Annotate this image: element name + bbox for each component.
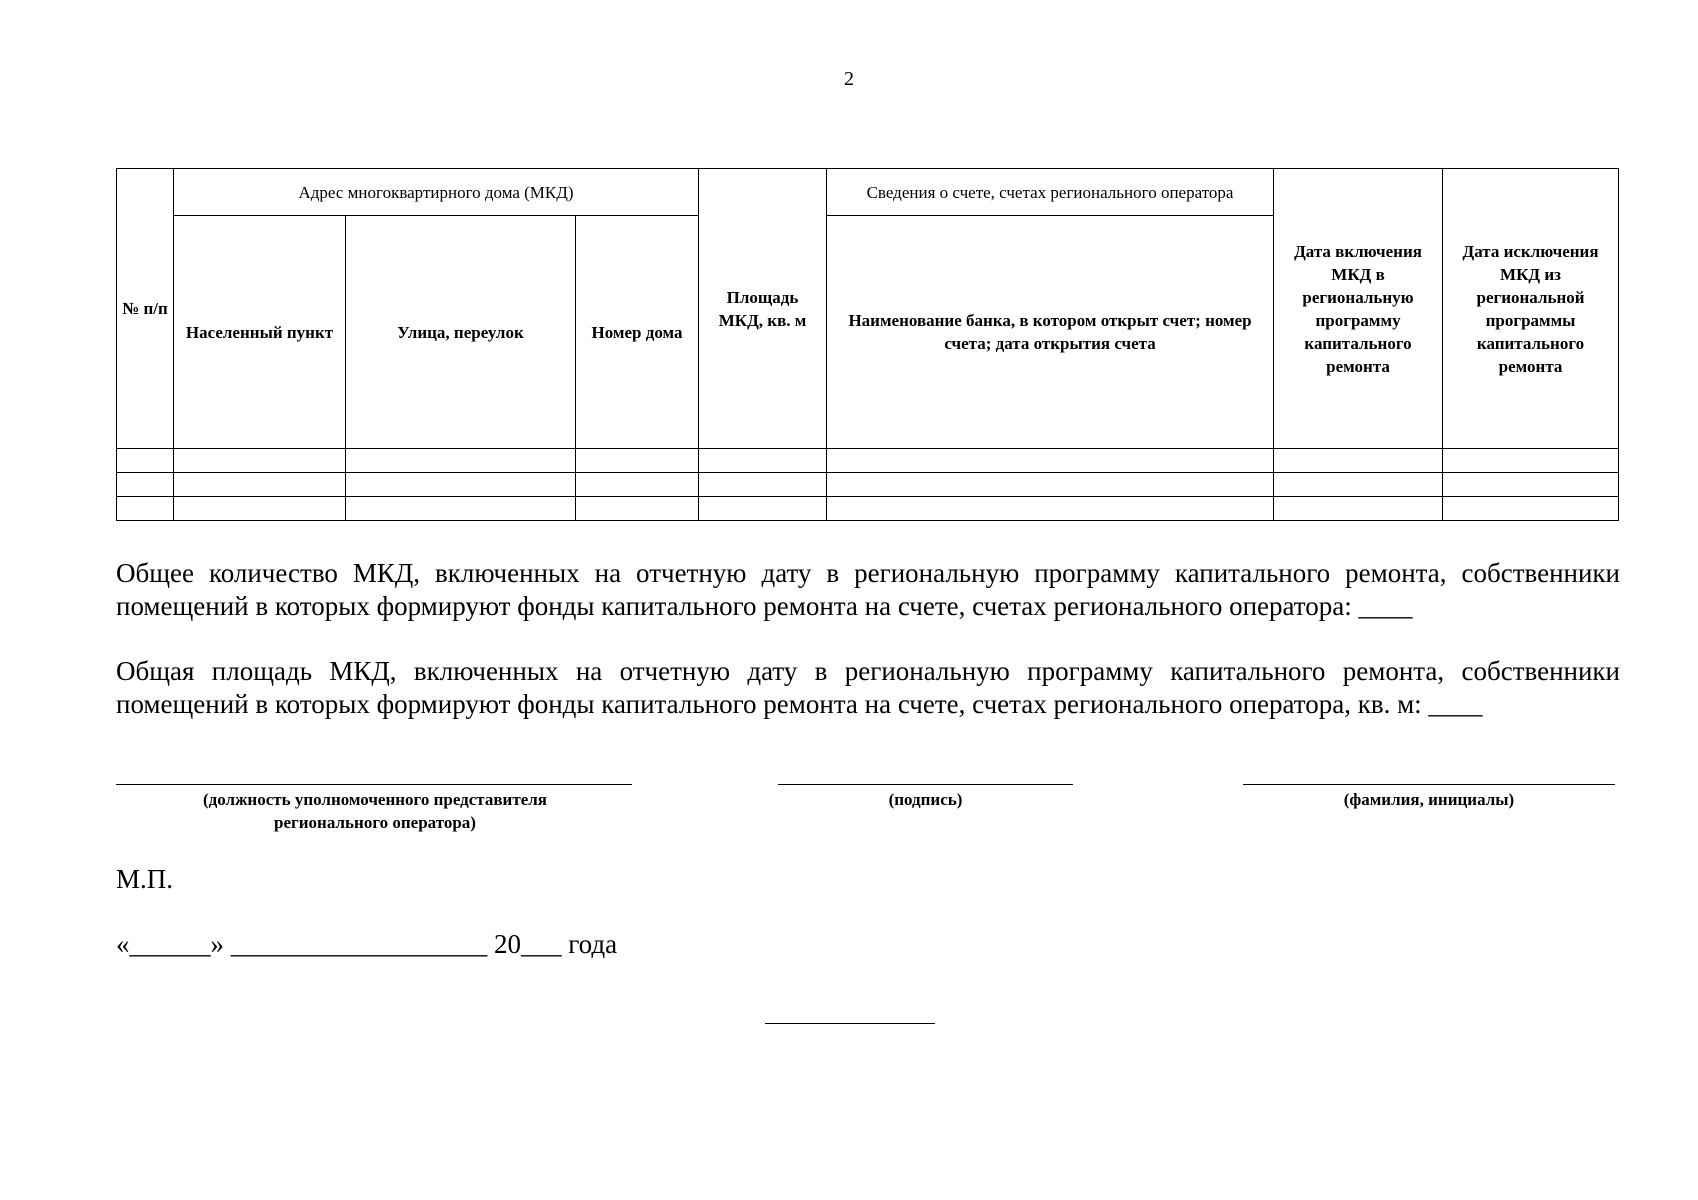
summary-count-blank: ____: [1358, 591, 1413, 621]
table-cell: [699, 449, 827, 473]
registry-table: [116, 168, 1619, 521]
header-address-group: Адрес многоквартирного дома (МКД): [174, 169, 699, 216]
table-cell: [117, 449, 174, 473]
stamp-mark: М.П.: [116, 864, 174, 894]
date-line: «______» ___________________ 20___ года: [116, 929, 618, 959]
table-cell: [827, 497, 1274, 521]
name-caption: (фамилия, инициалы): [1343, 790, 1515, 809]
table-row: [117, 473, 1619, 497]
header-num: № п/п: [117, 169, 174, 449]
table-cell: [174, 473, 346, 497]
table-cell: [174, 449, 346, 473]
position-caption: (должность уполномоченного представителя регионального оператора): [203, 790, 547, 832]
table-cell: [117, 497, 174, 521]
table-cell: [576, 497, 699, 521]
page-number: 2: [844, 68, 854, 90]
table-cell: [827, 449, 1274, 473]
signature-caption: (подпись): [888, 790, 963, 809]
end-divider: [765, 1023, 935, 1024]
header-bank: Наименование банка, в котором открыт счет; номер счета; дата открытия счета: [827, 216, 1274, 449]
header-house-number: Номер дома: [576, 216, 699, 449]
table-cell: [699, 473, 827, 497]
table-row: [117, 449, 1619, 473]
summary-area: [116, 655, 1620, 721]
summary-count-text: Общее количество МКД, включенных на отчетную дату в региональную программу капитального ремонта, собственники помещений в которых формируют фонды капитального ремонта на счете, счетах регионального оператора:: [116, 558, 1620, 621]
header-inclusion-date: Дата включения МКД в региональную программу капитального ремонта: [1274, 169, 1443, 449]
table-cell: [576, 449, 699, 473]
table-cell: [1443, 497, 1619, 521]
table-cell: [346, 449, 576, 473]
summary-area-blank: ____: [1428, 689, 1483, 719]
signature-line: [778, 784, 1073, 785]
table-cell: [699, 497, 827, 521]
table-row: [117, 497, 1619, 521]
table-cell: [1274, 449, 1443, 473]
header-area: Площадь МКД, кв. м: [699, 169, 827, 449]
table-cell: [1443, 473, 1619, 497]
table-header-row: [117, 169, 1619, 216]
table-cell: [1443, 449, 1619, 473]
header-exclusion-date: Дата исключения МКД из региональной программы капитального ремонта: [1443, 169, 1619, 449]
table-cell: [576, 473, 699, 497]
header-street: Улица, переулок: [346, 216, 576, 449]
table-cell: [346, 497, 576, 521]
header-settlement: Населенный пункт: [174, 216, 346, 449]
summary-area-text: Общая площадь МКД, включенных на отчетную дату в региональную программу капитального ремонта, собственники помещений в которых формируют фонды капитального ремонта на счете, счетах регионального оператора, кв. м:: [116, 656, 1620, 719]
table-cell: [1274, 473, 1443, 497]
table-cell: [346, 473, 576, 497]
summary-count: [116, 557, 1620, 623]
table-cell: [1274, 497, 1443, 521]
table-cell: [174, 497, 346, 521]
position-signature-line: [116, 784, 632, 785]
header-account-group: Сведения о счете, счетах регионального оператора: [827, 169, 1274, 216]
table-cell: [827, 473, 1274, 497]
table-cell: [117, 473, 174, 497]
name-signature-line: [1243, 784, 1615, 785]
